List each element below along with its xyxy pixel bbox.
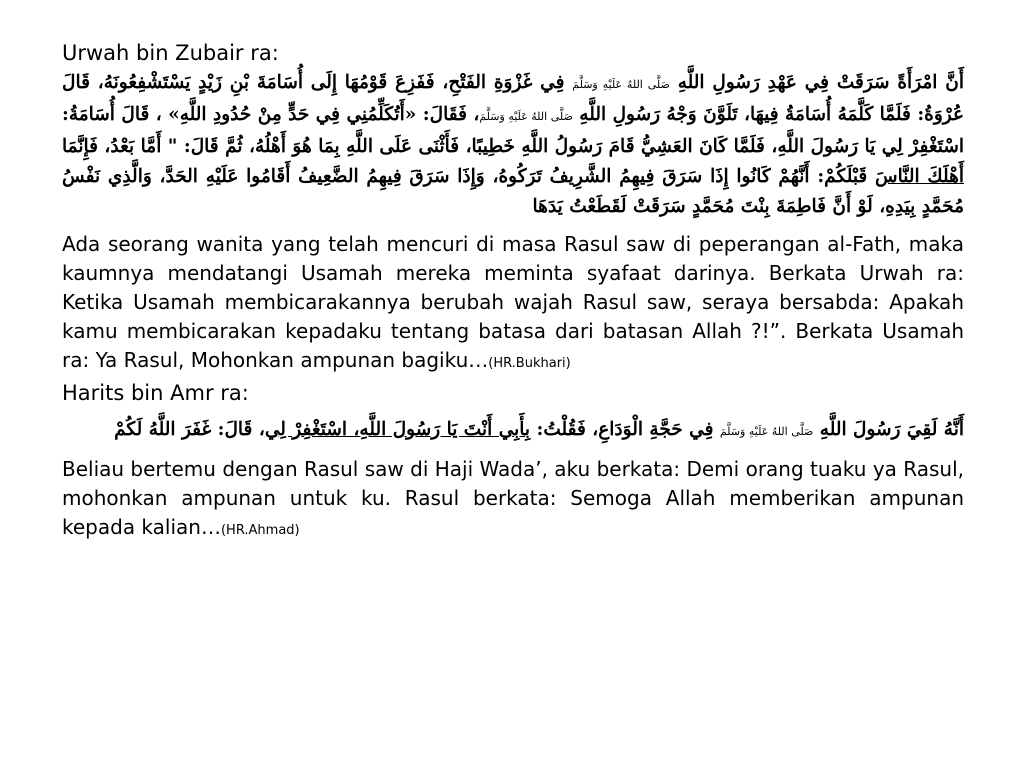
slide-content [62,38,964,545]
citation-source: (HR.Ahmad) [220,523,300,538]
translation-paragraph [62,455,964,545]
narrator-heading-urwah: Urwah bin Zubair ra: [62,41,279,65]
citation-source: (HR.Bukhari) [488,356,571,371]
narrator-heading-harits: Harits bin Amr ra: [62,381,249,405]
arabic-text-segment: أَنَّ امْرَأَةً سَرَقَتْ فِي عَهْدِ رَسُولِ اللَّهِ [669,72,964,93]
translation-text: Beliau bertemu dengan Rasul saw di Haji Wada’, aku berkata: Demi orang tuaku ya Rasul, mohonkan ampunan untuk ku. Rasul berkata: Semoga Allah memberikan ampunan kepada kalian… [62,457,964,539]
translation-paragraph [62,230,964,378]
arabic-text-segment: أَنَّهُ لَقِيَ رَسُولَ اللَّهِ [813,419,964,440]
honorific-phrase: صَلَّى اللهُ عَلَيْهِ وَسَلَّمَ [719,425,814,438]
arabic-text-segment: قَبْلَكُمْ: أَنَّهُمْ كَانُوا إِذَا سَرَقَ فِيهِمُ الشَّرِيفُ تَرَكُوهُ، وَإِذَا سَرَقَ فِيهِمُ الضَّعِيفُ أَقَامُوا عَلَيْهِ الحَدَّ، وَالَّذِي نَفْسُ مُحَمَّدٍ بِيَدِهِ، لَوْ أَنَّ فَاطِمَةَ بِنْتَ مُحَمَّدٍ سَرَقَتْ لَقَطَعْتُ يَدَهَا [62,166,964,217]
arabic-text-segment: ، قَالَ: غَفَرَ اللَّهُ لَكُمْ [114,419,265,440]
honorific-phrase: صَلَّى اللهُ عَلَيْهِ وَسَلَّمَ [572,78,670,91]
arabic-text-segment: فِي غَزْوَةِ الفَتْحِ، فَفَزِعَ قَوْمُهَا إِلَى أُسَامَةَ بْنِ زَيْدٍ يَسْتَشْفِعُونَهُ، قَالَ عُرْوَةُ: فَلَمَّا كَلَّمَهُ أُسَامَةُ فِيهَا، تَلَوَّنَ وَجْهُ رَسُولِ اللَّهِ [62,72,965,125]
underlined-phrase: بِأَبِي أَنْتَ يَا رَسُولَ اللَّهِ، اسْتَغْفِرْ لِي [264,419,531,440]
arabic-text-segment: ، فَقَالَ: «أَتُكَلِّمُنِي فِي حَدٍّ مِنْ حُدُودِ اللَّهِ» ، قَالَ أُسَامَةُ: اسْتَغْفِرْ لِي يَا رَسُولَ اللَّهِ، فَلَمَّا كَانَ العَشِيُّ قَامَ رَسُولُ اللَّهِ خَطِيبًا، فَأَثْنَى عَلَى اللَّهِ بِمَا هُوَ أَهْلُهُ، ثُمَّ قَالَ: " أَمَّا بَعْدُ، فَإِنَّمَا [62,104,964,157]
underlined-phrase: أَهْلَكَ النَّاسَ [875,166,964,187]
translation-text: Ada seorang wanita yang telah mencuri di masa Rasul saw di peperangan al-Fath, maka kaumnya mendatangi Usamah mereka meminta syafaat darinya. Berkata Urwah ra: Ketika Usamah membicarakannya berubah wajah Rasul saw, seraya bersabda: Apakah kamu membicarakan kepadaku tentang batasa dari batasan Allah ?!”. Berkata Usamah ra: Ya Rasul, Mohonkan ampunan bagiku… [62,232,964,372]
honorific-phrase: صَلَّى اللهُ عَلَيْهِ وَسَلَّمَ [479,110,573,123]
arabic-hadith-text [62,415,964,447]
arabic-hadith-text [62,68,964,222]
arabic-text-segment: فِي حَجَّةِ الْوَدَاعِ، فَقُلْتُ: [530,419,720,440]
